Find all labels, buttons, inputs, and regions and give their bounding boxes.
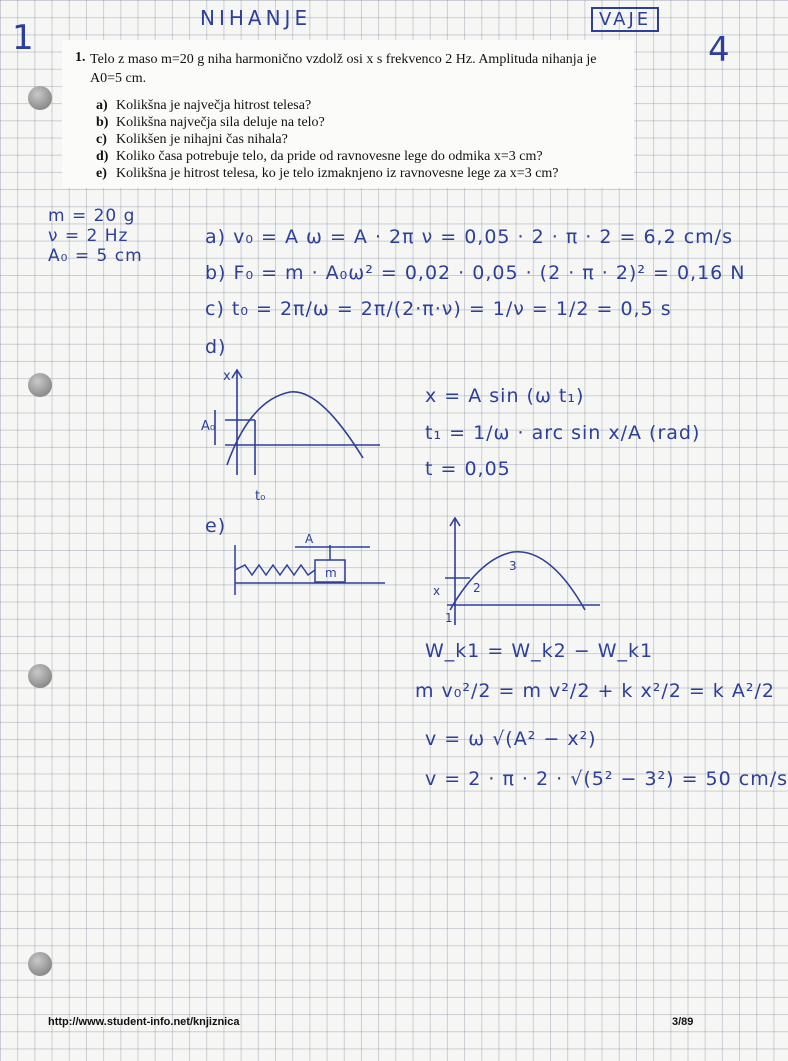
spring-coil [235, 565, 315, 575]
footer-url: http://www.student-info.net/knjiznica [48, 1016, 240, 1028]
sine-graph-e [425, 510, 605, 635]
solution-e-line-2: m v₀²/2 = m v²/2 + k x²/2 = k A²/2 [415, 680, 775, 702]
given-mass: m = 20 g [48, 206, 136, 226]
question-b: b) Kolikšna največja sila deluje na telo? [96, 115, 325, 130]
given-frequency: ν = 2 Hz [48, 226, 129, 246]
graph-d-t0-label: t₀ [255, 489, 266, 504]
solution-d-formula-3: t = 0,05 [425, 458, 511, 480]
question-c: c) Kolikšen je nihajni čas nihala? [96, 132, 288, 147]
graph-d-A0-label: A₀ [201, 419, 216, 434]
spring-A-label: A [305, 532, 314, 546]
solution-e-line-3: v = ω √(A² − x²) [425, 728, 597, 750]
spring-diagram-e [230, 525, 390, 620]
solution-b: b) F₀ = m · A₀ω² = 0,02 · 0,05 · (2 · π · 2)² = 0,16 N [205, 262, 746, 284]
solution-e-line-1: W_k1 = W_k2 − W_k1 [425, 640, 654, 662]
graph-e-point-2: 2 [473, 581, 481, 595]
solution-e-line-4: v = 2 · π · 2 · √(5² − 3²) = 50 cm/s [425, 768, 788, 790]
solution-a: a) v₀ = A ω = A · 2π ν = 0,05 · 2 · π · 2 = 6,2 cm/s [205, 226, 733, 248]
problem-line-2: A0=5 cm. [90, 71, 147, 86]
solution-e-label: e) [205, 515, 227, 537]
tag-handwritten: VAJE [591, 7, 659, 32]
grade-handwritten: 4 [708, 30, 731, 70]
solution-c: c) t₀ = 2π/ω = 2π/(2·π·ν) = 1/ν = 1/2 = 0,5 s [205, 298, 672, 320]
graph-d-x-label: x [223, 369, 231, 384]
graph-e-x-label: x [433, 584, 441, 598]
graph-e-sine-curve [450, 552, 585, 610]
question-d: d) Koliko časa potrebuje telo, da pride od ravnovesne lege do odmika x=3 cm? [96, 149, 543, 164]
given-amplitude: A₀ = 5 cm [48, 246, 143, 266]
graph-d-sine-curve [227, 392, 363, 465]
problem-number: 1. [75, 50, 86, 65]
graph-e-point-3: 3 [509, 559, 517, 573]
title-handwritten: NIHANJE [200, 6, 312, 30]
problem-statement [90, 50, 630, 88]
binder-hole [28, 373, 52, 397]
sine-graph-d [195, 360, 385, 510]
solution-d-formula-1: x = A sin (ω t₁) [425, 385, 585, 407]
solution-d-label: d) [205, 336, 227, 358]
page-number-handwritten: 1 [12, 18, 35, 58]
binder-hole [28, 86, 52, 110]
problem-line-1: Telo z maso m=20 g niha harmonično vzdolž osi x s frekvenco 2 Hz. Amplituda nihanja je [90, 52, 597, 67]
question-a: a) Kolikšna je največja hitrost telesa? [96, 98, 312, 113]
footer-page-number: 3/89 [672, 1016, 694, 1028]
binder-hole [28, 952, 52, 976]
graph-e-point-1: 1 [445, 611, 453, 625]
spring-mass-label: m [325, 566, 337, 580]
binder-hole [28, 664, 52, 688]
solution-d-formula-2: t₁ = 1/ω · arc sin x/A (rad) [425, 422, 701, 444]
question-e: e) Kolikšna je hitrost telesa, ko je telo izmaknjeno iz ravnovesne lege za x=3 cm? [96, 166, 559, 181]
